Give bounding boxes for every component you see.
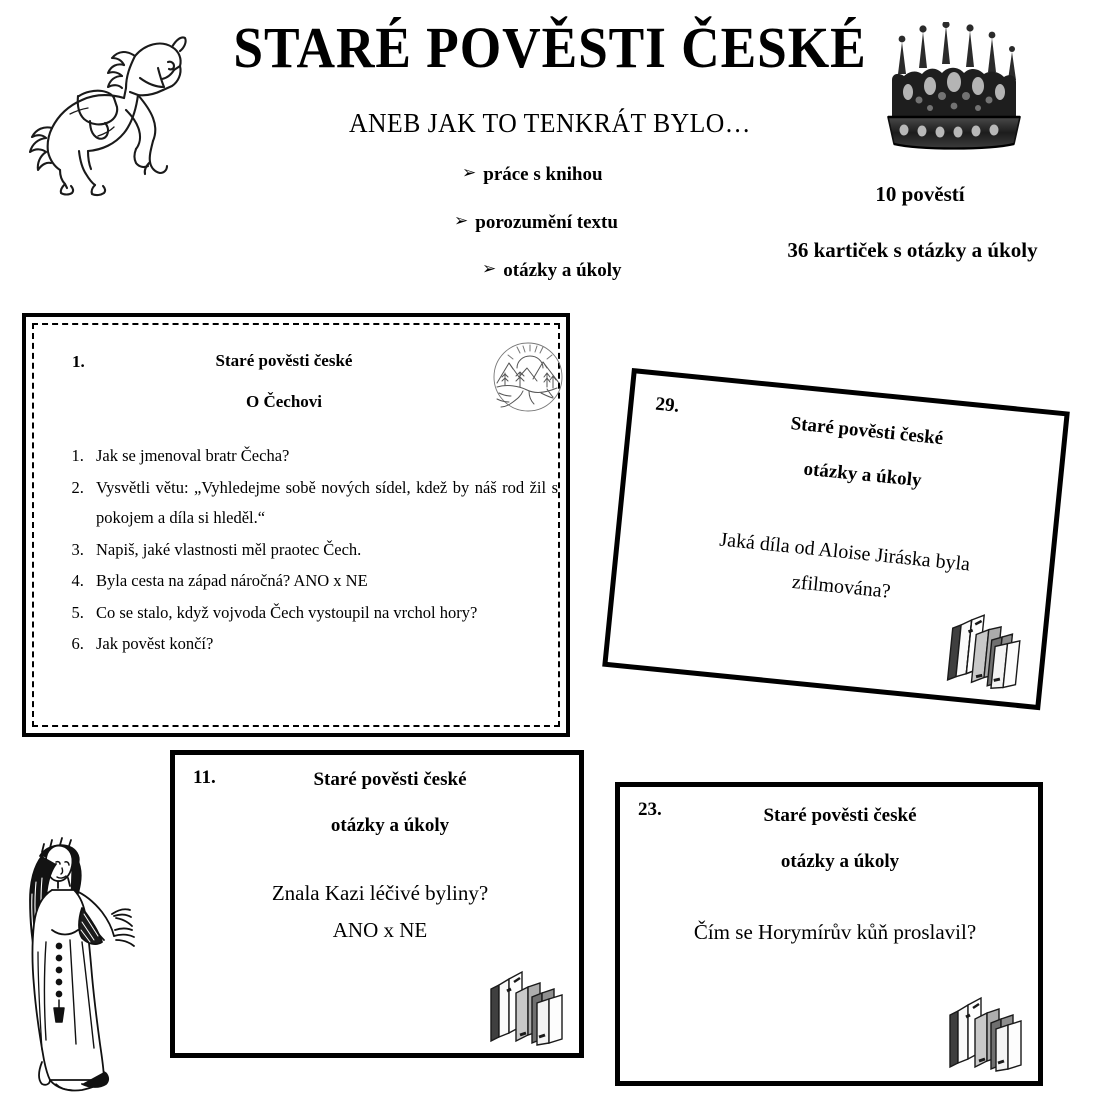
bullet-item-0 [462,164,730,186]
arrow-bullet-icon: ➢ [482,259,497,278]
card-23-question: Čím se Horymírův kůň proslavil? [693,920,977,944]
card-count-label: 36 kartiček s otázky a úkoly [787,238,1038,262]
card-29[interactable] [602,368,1070,710]
card-11-answer-options: ANO x NE [332,917,428,942]
stack-of-books-icon [477,963,565,1047]
poster-title: STARÉ POVĚSTI ČESKÉ [233,15,867,80]
card-1-question-list [62,441,558,661]
card-1-heading-line2: O Čechovi [245,392,323,411]
card-1-question: 2. Vysvětli větu: „Vyhledejme sobě nových sídel, kdež by náš rod žil s pokojem a díla si hleděl.“ [88,473,558,534]
card-11-heading-line2: otázky a úkoly [330,815,450,836]
card-11-number: 11. [193,767,216,788]
card-11-heading [235,769,545,837]
card-1-question: 4. Byla cesta na západ náročná? ANO x NE [88,566,558,597]
card-11-question-line1: Znala Kazi léčivé byliny? [271,881,489,905]
card-1-number: 1. [72,352,85,371]
card-29-heading [697,404,1032,502]
card-23-heading-line1: Staré pověsti české [763,805,917,826]
card-1-question: 6. Jak pověst končí? [88,629,558,660]
card-1[interactable] [22,313,570,737]
card-1-question: 1. Jak se jmenoval bratr Čecha? [88,441,558,472]
card-11-heading-line1: Staré pověsti české [313,769,467,790]
card-23-number: 23. [638,799,662,820]
bullet-item-2 [482,260,730,282]
feature-bullet-list [330,164,730,308]
card-23-heading-line2: otázky a úkoly [780,851,900,872]
stack-of-books-icon [931,603,1025,693]
card-29-heading-line2: otázky a úkoly [802,458,923,492]
card-1-heading-line1: Staré pověsti české [215,351,353,370]
card-29-heading-line1: Staré pověsti české [789,413,945,450]
sunrise-mountains-icon [489,341,567,413]
card-23-heading [685,805,995,873]
bullet-label: otázky a úkoly [503,260,622,281]
card-1-question: 3. Napiš, jaké vlastnosti měl praotec Čech. [88,535,558,566]
medieval-princess-icon [12,822,144,1100]
royal-crown-icon [878,22,1026,154]
card-23[interactable] [615,782,1043,1086]
card-29-number: 29. [654,393,681,417]
card-29-question: Jaká díla od Aloise Jiráska byla zfilmována? [718,528,972,603]
legend-count-label: 10 pověstí [875,182,965,206]
bullet-item-1 [454,212,730,234]
arrow-bullet-icon: ➢ [462,163,477,182]
card-1-question: 5. Co se stalo, když vojvoda Čech vystoupil na vrchol hory? [88,598,558,629]
stack-of-books-icon [936,989,1024,1073]
card-11-question [205,875,555,949]
bullet-label: porozumění textu [475,212,618,233]
card-11[interactable] [170,750,584,1058]
card-1-inner-frame [32,323,560,727]
poster-subtitle: ANEB JAK TO TENKRÁT BYLO… [349,108,751,138]
arrow-bullet-icon: ➢ [454,211,469,230]
bullet-label: práce s knihou [483,164,603,185]
card-1-heading [94,351,474,412]
